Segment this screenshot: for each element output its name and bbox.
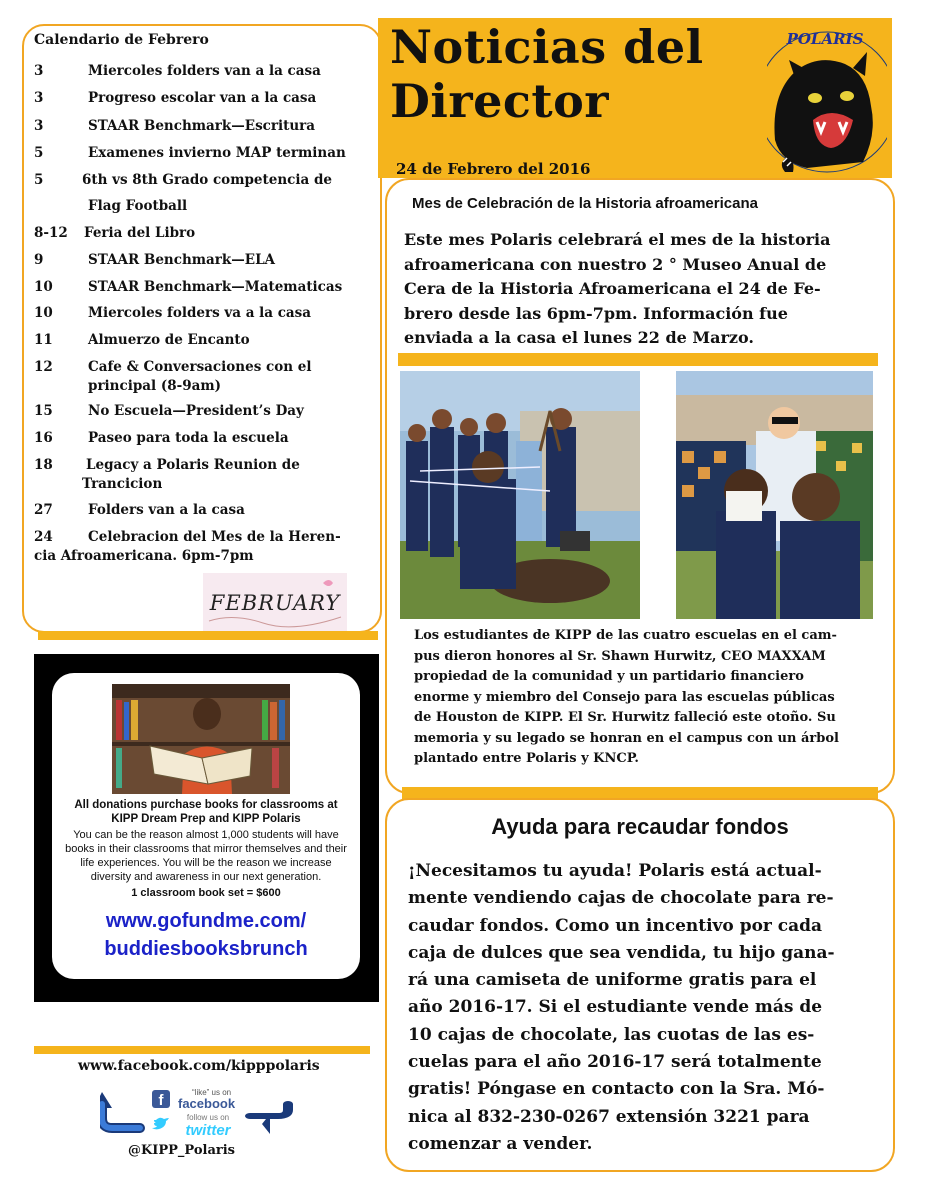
gofundme-link-line1[interactable]: www.gofundme.com/ (105, 910, 307, 932)
calendar-event-text: Folders van a la casa (88, 502, 245, 518)
tree-ceremony-photo (400, 371, 640, 619)
calendar-event-text: cia Afroamericana. 6pm-7pm (34, 548, 254, 564)
calendar-event-text: 6th vs 8th Grado competencia de (82, 172, 332, 188)
title-line-1: Noticias del (390, 20, 704, 74)
fund-line: ¡Necesitamos tu ayuda! Polaris está actual- (408, 861, 822, 881)
facebook-url[interactable]: www.facebook.com/kipppolaris (78, 1058, 320, 1074)
calendar-event-text: Paseo para toda la escuela (88, 430, 289, 446)
calendar-title: Calendario de Febrero (34, 32, 209, 48)
boy-reading-photo (112, 684, 290, 794)
social-divider (34, 1046, 370, 1054)
fund-line: mente vendiendo cajas de chocolate para re- (408, 888, 834, 909)
calendar-event-text: STAAR Benchmark—Escritura (88, 118, 316, 134)
calendar-event-day: 15 (34, 403, 53, 419)
calendar-event-day: 5 (34, 172, 44, 188)
calendar-event-day: 3 (34, 90, 44, 106)
calendar-event-text: Miercoles folders va a la casa (88, 305, 312, 321)
fund-line: gratis! Póngase en contacto con la Sra. Mó- (408, 1079, 825, 1100)
fund-line: comenzar a vender. (408, 1133, 593, 1154)
svg-text:POLARIS: POLARIS (786, 30, 864, 48)
calendar-event-text: Trancicion (82, 476, 163, 492)
svg-text:follow us on: follow us on (186, 1113, 230, 1122)
gofundme-link-line2[interactable]: buddiesbooksbrunch (104, 938, 308, 960)
calendar-event-text: Cafe & Conversaciones con el (88, 359, 312, 375)
calendar-event-text: STAAR Benchmark—ELA (88, 252, 276, 268)
calendar-event-text: Examenes invierno MAP terminan (88, 145, 346, 161)
fund-line: nica al 832-230-0267 extensión 3221 para (408, 1106, 810, 1127)
calendar-event-day: 12 (34, 359, 53, 375)
fund-line: cuelas para el año 2016-17 será totalmente (408, 1052, 822, 1073)
fundraising-heading: Ayuda para recaudar fondos (491, 814, 789, 839)
issue-date: 24 de Febrero del 2016 (396, 160, 591, 178)
calendar-event-text: No Escuela—President’s Day (88, 403, 304, 419)
calendar-event-text: Flag Football (88, 198, 188, 214)
calendar-event-text: principal (8-9am) (88, 378, 222, 394)
donation-price: 1 classroom book set = $600 (131, 887, 281, 899)
february-art-image (203, 573, 347, 631)
fund-line: caja de dulces que sea vendida, tu hijo gana- (408, 942, 835, 963)
history-line: Cera de la Historia Afroamericana el 24 de Fe- (404, 279, 821, 298)
caption-line: enorme y miembro del Consejo para las escuelas públicas (414, 689, 835, 705)
history-divider (398, 353, 878, 366)
history-heading: Mes de Celebración de la Historia afroamericana (412, 195, 758, 212)
calendar-event-day: 3 (34, 63, 44, 79)
calendar-event-day: 9 (34, 252, 44, 268)
polaris-panther-logo (767, 22, 887, 178)
svg-text:twitter: twitter (185, 1122, 231, 1139)
svg-text:f: f (158, 1092, 164, 1109)
fund-line: rá una camiseta de uniforme gratis para el (408, 970, 817, 991)
history-line: brero desde las 6pm-7pm. Información fue (404, 303, 788, 323)
calendar-event-day: 16 (34, 430, 53, 446)
calendar-event-day: 11 (34, 332, 53, 348)
social-media-graphic (100, 1080, 300, 1142)
svg-text:FEBRUARY: FEBRUARY (209, 591, 341, 615)
caption-line: memoria y su legado se honran en el campus con un árbol (414, 730, 839, 746)
right-arrow-icon (250, 1104, 288, 1134)
calendar-event-text: Feria del Libro (84, 225, 196, 241)
calendar-event-text: Celebracion del Mes de la Heren- (88, 529, 341, 545)
fund-line: 10 cajas de chocolate, las cuotas de las es- (408, 1024, 815, 1045)
calendar-event-day: 8-12 (34, 225, 68, 241)
caption-line: pus dieron honores al Sr. Shawn Hurwitz, CEO MAXXAM (414, 648, 826, 664)
calendar-event-text: Almuerzo de Encanto (88, 332, 250, 348)
calendar-event-day: 27 (34, 502, 53, 518)
donation-headline: All donations purchase books for classrooms at KIPP Dream Prep and KIPP Polaris (74, 799, 338, 825)
history-line: enviada a la casa el lunes 22 de Marzo. (404, 328, 754, 347)
calendar-event-day: 18 (34, 457, 53, 473)
history-line: Este mes Polaris celebrará el mes de la historia (404, 230, 831, 249)
caption-line: de Houston de KIPP. El Sr. Hurwitz falleció este otoño. Su (414, 710, 836, 725)
svg-text:facebook: facebook (178, 1096, 236, 1111)
calendar-event-day: 5 (34, 145, 44, 161)
page-title (390, 20, 770, 128)
facebook-icon (152, 1088, 236, 1111)
calendar-event-text: STAAR Benchmark—Matematicas (88, 279, 343, 295)
calendar-event-day: 10 (34, 279, 53, 295)
history-line: afroamericana con nuestro 2 ° Museo Anual de (404, 254, 827, 274)
title-line-2: Director (390, 74, 610, 128)
calendar-event-text: Miercoles folders van a la casa (88, 63, 321, 79)
calendar-event-day: 24 (34, 529, 53, 545)
photo-caption (414, 626, 884, 770)
calendar-event-day: 10 (34, 305, 53, 321)
calendar-event-text: Progreso escolar van a la casa (88, 90, 317, 106)
twitter-icon (152, 1113, 232, 1139)
svg-text:“like” us on: “like” us on (192, 1088, 232, 1097)
caption-line: Los estudiantes de KIPP de las cuatro escuelas en el cam- (414, 628, 837, 643)
caption-line: plantado entre Polaris y KNCP. (414, 751, 639, 766)
donation-body: You can be the reason almost 1,000 students will have books in their classrooms that mirror themselves and their life experiences. You will be the reason we increase diversity and awareness in our next generation. (65, 829, 347, 883)
history-body (404, 228, 870, 351)
left-arrow-icon (100, 1092, 140, 1128)
fund-line: año 2016-17. Si el estudiante vende más de (408, 997, 823, 1018)
fund-line: caudar fondos. Como un incentivo por cada (408, 915, 823, 936)
calendar-event-day: 3 (34, 118, 44, 134)
twitter-handle[interactable]: @KIPP_Polaris (128, 1143, 235, 1158)
caption-line: propiedad de la comunidad y un partidario financiero (414, 669, 804, 684)
fundraising-body (408, 858, 878, 1158)
calendar-event-text: Legacy a Polaris Reunion de (86, 457, 300, 473)
student-reading-photo (676, 371, 873, 619)
calendar-divider (38, 631, 378, 640)
